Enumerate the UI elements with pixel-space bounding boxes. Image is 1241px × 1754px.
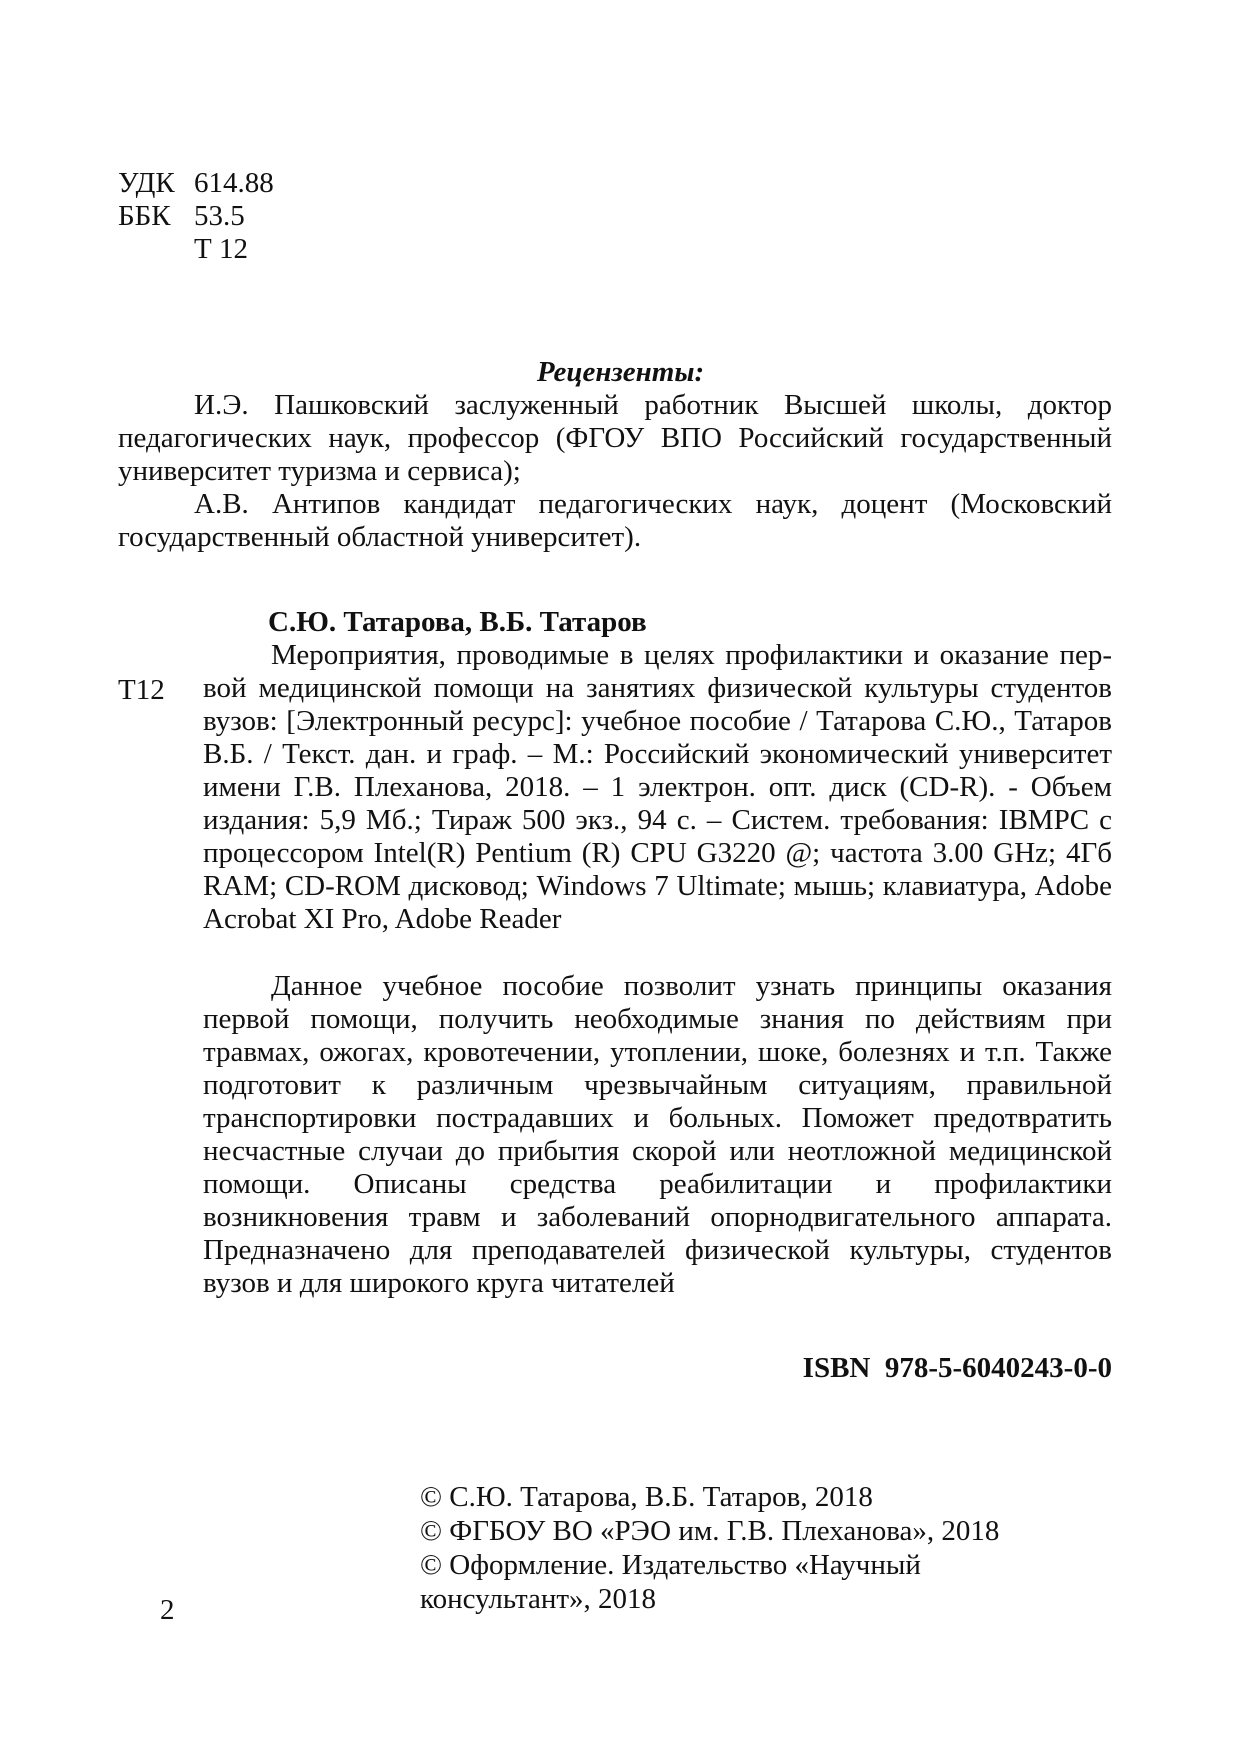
reviewer-line: государственный областной университет). [118, 521, 642, 553]
copyright-line: консультант», 2018 [420, 1583, 657, 1615]
reviewer-line: И.Э. Пашковский заслуженный работник Высшей школы, доктор [194, 389, 1112, 421]
bibliography-line: Мероприятия, проводимые в целях профилактики и оказание пер- [271, 639, 1112, 671]
annotation-line: подготовит к различным чрезвычайным ситуациям, правильной [203, 1069, 1112, 1101]
annotation-line: первой помощи, получить необходимые знания по действиям при [203, 1003, 1112, 1035]
copyright-line: © Оформление. Издательство «Научный [420, 1549, 921, 1581]
annotation-line: вузов и для широкого круга читателей [203, 1267, 675, 1299]
bbk-label: ББК [118, 200, 171, 232]
page-number: 2 [160, 1594, 175, 1626]
annotation-line: Предназначено для преподавателей физической культуры, студентов [203, 1234, 1112, 1266]
annotation-line: транспортировки пострадавших и больных. Поможет предотвратить [203, 1102, 1112, 1134]
bibliography-line: процессором Intel(R) Pentium (R) CPU G3220 @; частота 3.00 GHz; 4Гб [203, 837, 1112, 869]
reviewer-line: педагогических наук, профессор (ФГОУ ВПО Российский государственный [118, 422, 1112, 454]
bibliography-line: издания: 5,9 Мб.; Тираж 500 экз., 94 с. – Систем. требования: IBMPC с [203, 804, 1112, 836]
bibliography-line: вузов: [Электронный ресурс]: учебное пособие / Татарова С.Ю., Татаров [203, 705, 1112, 737]
reviewers-title: Рецензенты: [536, 356, 705, 388]
book-authors: С.Ю. Татарова, В.Б. Татаров [268, 606, 647, 638]
annotation-line: Данное учебное пособие позволит узнать принципы оказания [271, 970, 1112, 1002]
copyright-line: © ФГБОУ ВО «РЭО им. Г.В. Плеханова», 2018 [420, 1515, 1000, 1547]
reviewer-line: университет туризма и сервиса); [118, 455, 521, 487]
annotation-line: несчастные случаи до прибытия скорой или неотложной медицинской [203, 1135, 1112, 1167]
author-mark: Т 12 [194, 233, 248, 265]
isbn: ISBN 978-5-6040243-0-0 [802, 1352, 1112, 1384]
bibliography-line: В.Б. / Текст. дан. и граф. – М.: Российский экономический университет [203, 738, 1112, 770]
annotation-line: помощи. Описаны средства реабилитации и профилактики [203, 1168, 1112, 1200]
udk-value: 614.88 [194, 167, 274, 199]
bibliography-line: вой медицинской помощи на занятиях физической культуры студентов [203, 672, 1112, 704]
bibliography-line: RAM; CD-ROM дисковод; Windows 7 Ultimate; мышь; клавиатура, Adobe [203, 870, 1112, 902]
bbk-value: 53.5 [194, 200, 245, 232]
annotation-line: возникновения травм и заболеваний опорнодвигательного аппарата. [203, 1201, 1112, 1233]
bibliography-line: имени Г.В. Плеханова, 2018. – 1 электрон. опт. диск (CD-R). - Объем [203, 771, 1112, 803]
bibliography-mark: Т12 [118, 674, 165, 706]
bibliography-line: Acrobat XI Pro, Adobe Reader [203, 903, 562, 935]
udk-label: УДК [118, 167, 175, 199]
annotation-line: травмах, ожогах, кровотечении, утоплении, шоке, болезнях и т.п. Также [203, 1036, 1112, 1068]
copyright-line: © С.Ю. Татарова, В.Б. Татаров, 2018 [420, 1481, 873, 1513]
reviewer-line: А.В. Антипов кандидат педагогических наук, доцент (Московский [194, 488, 1112, 520]
